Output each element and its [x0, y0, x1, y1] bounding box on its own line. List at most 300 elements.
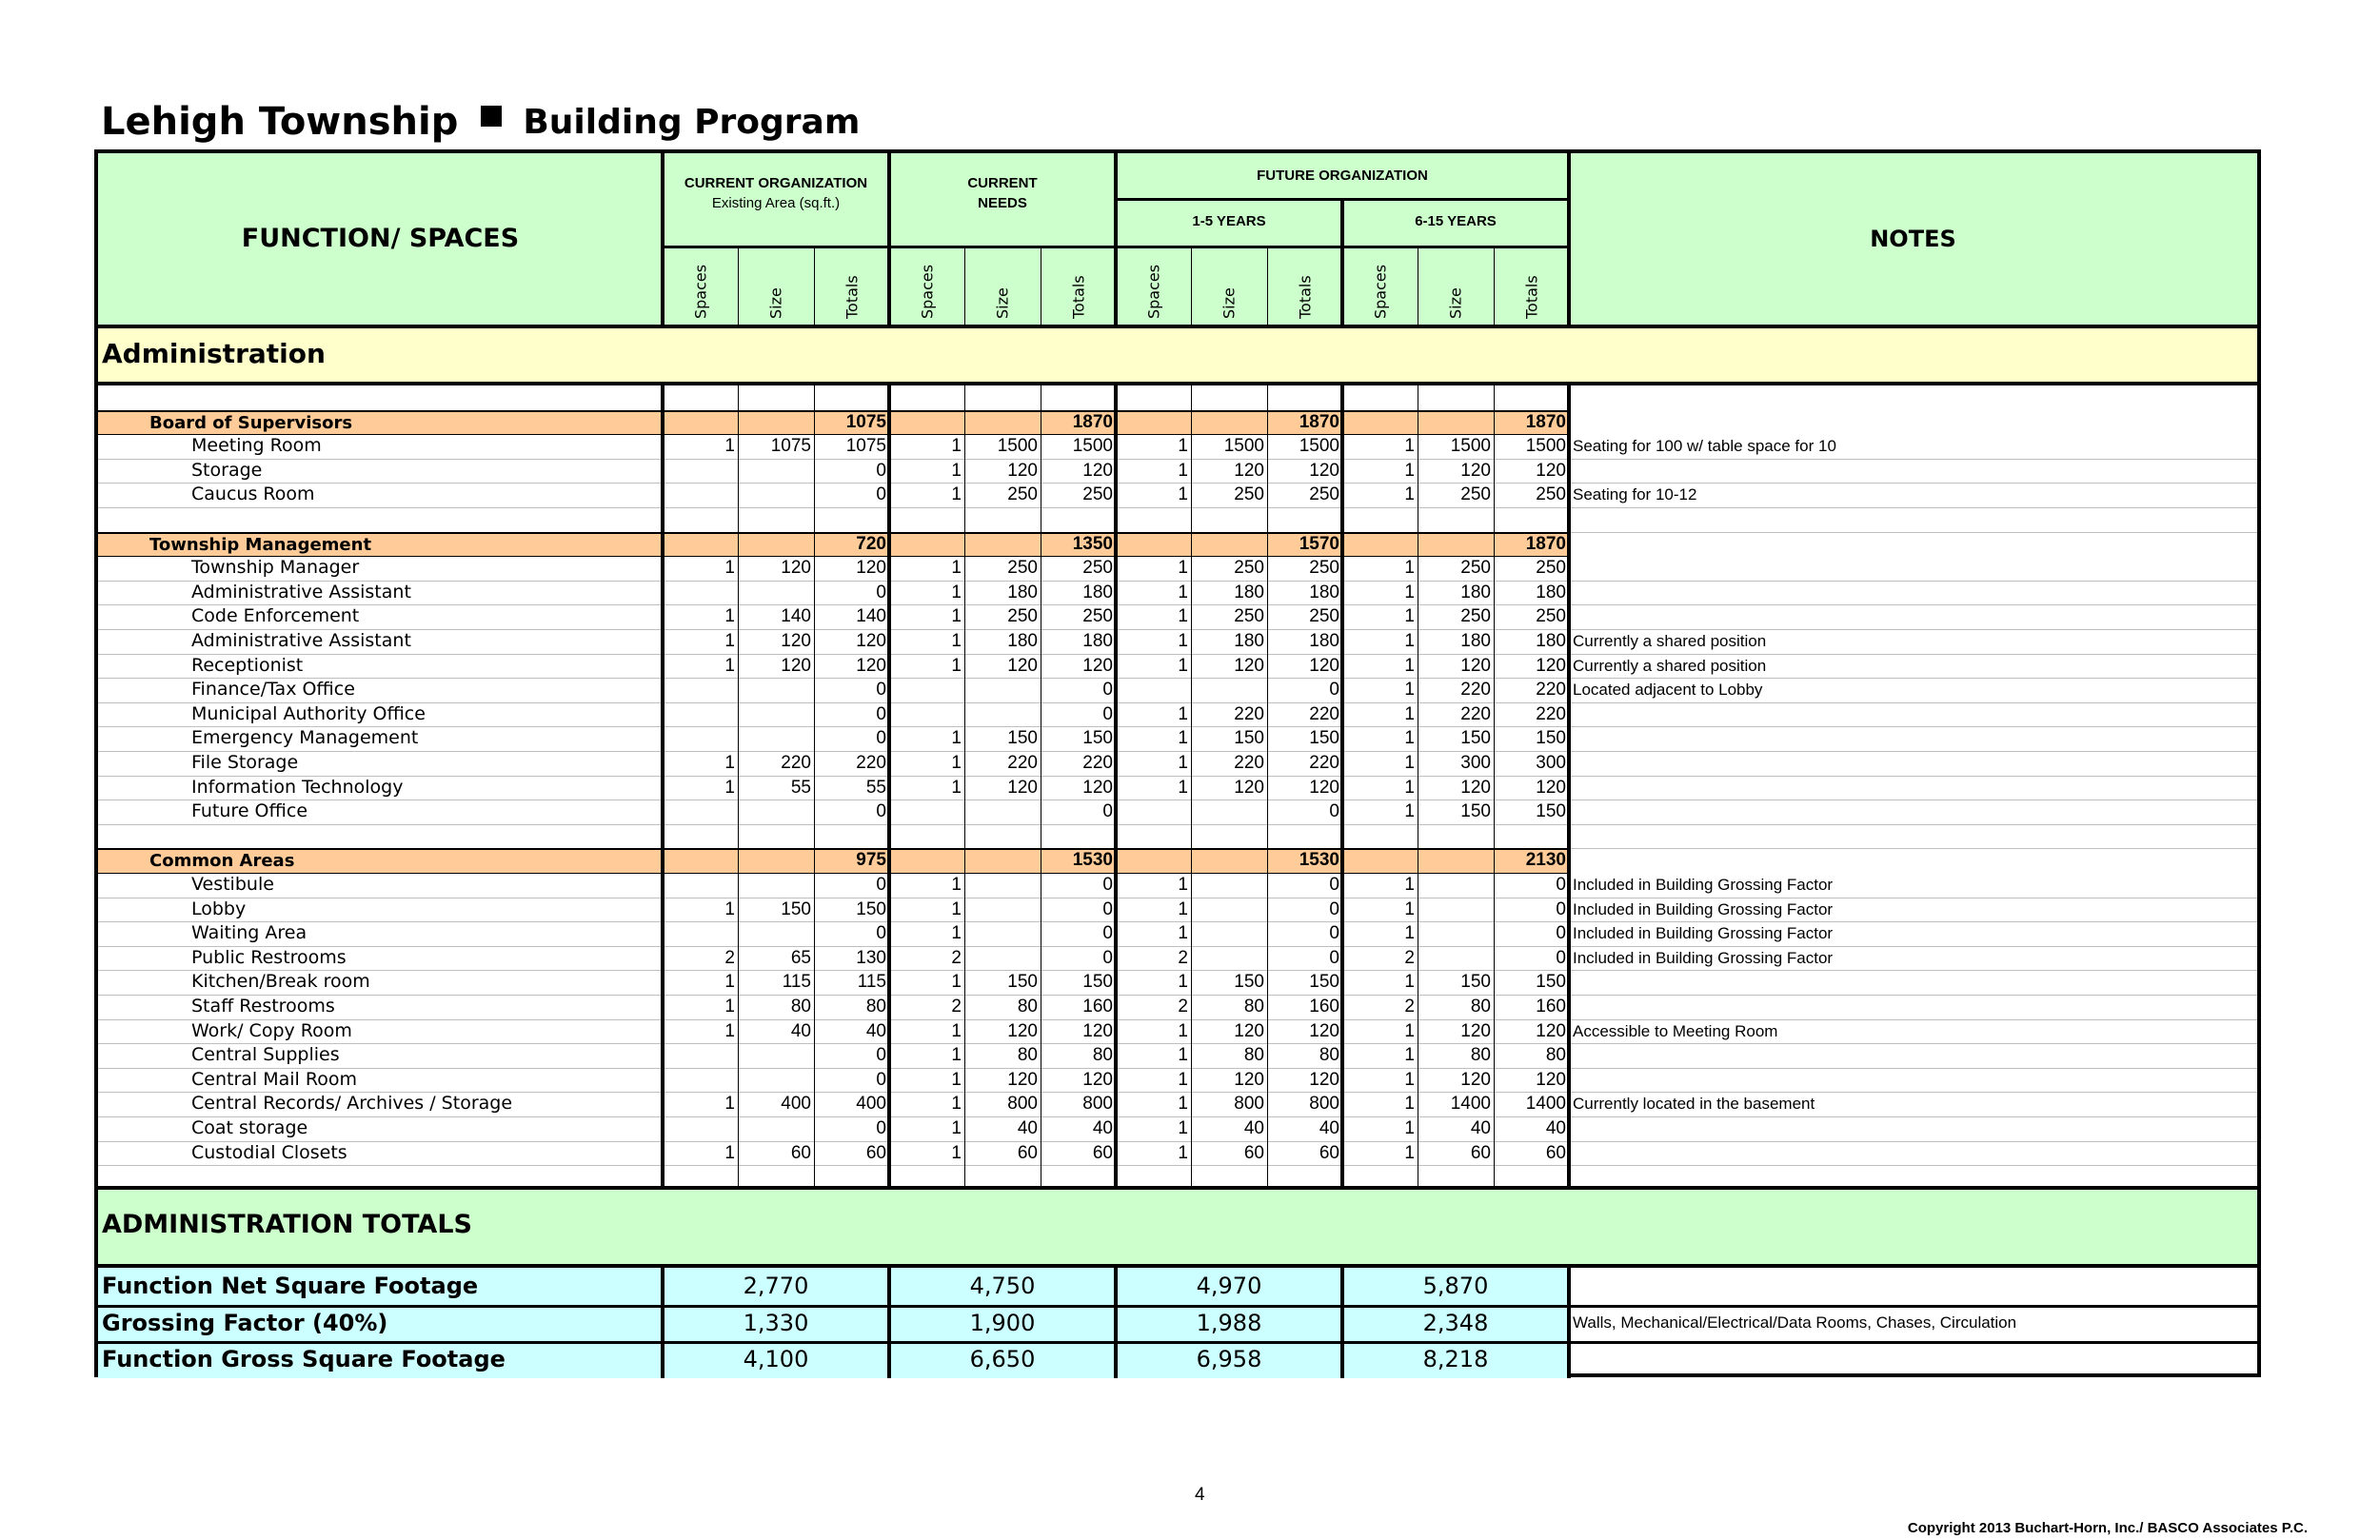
cell-value: 0 — [1102, 680, 1113, 701]
cell-value: 1 — [951, 1069, 962, 1090]
cell-value: 80 — [1243, 1045, 1264, 1066]
cell-value: 250 — [1536, 558, 1566, 579]
cell-value — [738, 483, 814, 507]
cell-value: 140 — [856, 606, 886, 627]
cell-value: 220 — [1536, 680, 1566, 701]
cell-value: 800 — [1007, 1094, 1038, 1115]
cell-value: 120 — [1007, 1069, 1038, 1090]
cell-value: 1 — [951, 558, 962, 579]
cell-value: 160 — [1082, 997, 1113, 1017]
cell-value — [738, 921, 814, 946]
column-divider — [1267, 246, 1268, 325]
cell-value: 80 — [865, 997, 886, 1017]
cell-value: 250 — [1082, 558, 1113, 579]
column-divider — [661, 153, 664, 325]
totals-value: 1,330 — [743, 1309, 809, 1336]
cell-value — [889, 678, 964, 702]
cell-value: 1 — [1404, 484, 1415, 505]
column-divider — [1191, 385, 1192, 1186]
cell-value: 120 — [1309, 460, 1339, 481]
row-note: Currently a shared position — [1573, 656, 1767, 675]
cell-value: 40 — [1243, 1118, 1264, 1138]
cell-value: 1 — [1178, 582, 1188, 602]
cell-value: 120 — [1536, 777, 1566, 798]
cell-value: 1500 — [1525, 436, 1566, 457]
cell-value: 40 — [1470, 1118, 1491, 1138]
cell-value: 80 — [1319, 1045, 1339, 1066]
section-bottom-border — [98, 382, 2257, 385]
cell-value: 800 — [1082, 1094, 1113, 1115]
cell-value: 1 — [1178, 1069, 1188, 1090]
column-divider — [1494, 385, 1495, 1186]
column-divider — [1494, 246, 1495, 325]
cell-value: 0 — [1102, 703, 1113, 724]
cell-value: 2 — [724, 947, 735, 968]
cell-value: 250 — [1007, 606, 1038, 627]
cell-value: 1 — [1178, 875, 1188, 895]
column-divider — [1340, 1268, 1344, 1378]
column-divider — [1114, 1268, 1118, 1378]
cell-value: 1 — [1178, 436, 1188, 457]
cell-value — [964, 946, 1041, 971]
cell-value: 0 — [1329, 947, 1339, 968]
cell-value — [738, 678, 814, 702]
cell-value: 120 — [781, 631, 811, 651]
cell-value — [663, 800, 738, 824]
cell-value: 1 — [951, 606, 962, 627]
cell-value: 1 — [951, 655, 962, 676]
space-name: Coat storage — [191, 1117, 308, 1138]
subheader-spaces-2 — [889, 248, 964, 325]
cell-value — [1418, 946, 1494, 971]
space-name: Staff Restrooms — [191, 996, 335, 1017]
cell-value: 120 — [1536, 1069, 1566, 1090]
space-name: Administrative Assistant — [191, 630, 411, 651]
cell-value — [738, 581, 814, 605]
cell-value — [964, 921, 1041, 946]
cell-value: 150 — [856, 898, 886, 919]
cell-value: 250 — [1082, 484, 1113, 505]
cell-value — [663, 873, 738, 898]
cell-value: 120 — [1460, 655, 1491, 676]
cell-value: 150 — [1007, 972, 1038, 993]
row-note: Accessible to Meeting Room — [1573, 1021, 1778, 1040]
cell-value — [964, 702, 1041, 727]
column-divider — [1191, 246, 1192, 325]
cell-value: 80 — [1243, 997, 1264, 1017]
space-name: Custodial Closets — [191, 1141, 347, 1163]
cell-value: 800 — [1234, 1094, 1264, 1115]
function-spaces-header: FUNCTION/ SPACES — [241, 224, 520, 253]
subheader-label: Size — [1220, 287, 1239, 319]
cell-value: 180 — [1007, 582, 1038, 602]
cell-value: 120 — [1309, 655, 1339, 676]
cell-value: 120 — [1309, 1020, 1339, 1041]
cell-value: 150 — [1536, 972, 1566, 993]
section-title: Administration — [102, 338, 326, 369]
group-total: 1530 — [1299, 850, 1339, 871]
cell-value: 0 — [1102, 875, 1113, 895]
cell-value: 160 — [1536, 997, 1566, 1017]
group-total: 1870 — [1072, 411, 1113, 432]
cell-value — [964, 800, 1041, 824]
row-note: Included in Building Grossing Factor — [1573, 899, 1834, 918]
cell-value: 1 — [1404, 582, 1415, 602]
space-name: Central Records/ Archives / Storage — [191, 1093, 513, 1115]
cell-value: 1 — [951, 898, 962, 919]
cell-value — [663, 921, 738, 946]
cell-value: 120 — [781, 655, 811, 676]
row-divider — [98, 1165, 2257, 1166]
totals-value: 2,770 — [743, 1273, 809, 1299]
cell-value: 180 — [1234, 582, 1264, 602]
cell-value — [738, 726, 814, 751]
column-divider — [1340, 385, 1344, 1186]
row-note: Currently located in the basement — [1573, 1095, 1815, 1114]
cell-value: 120 — [856, 655, 886, 676]
cell-value: 120 — [1309, 1069, 1339, 1090]
cell-value: 180 — [1082, 631, 1113, 651]
cell-value — [738, 873, 814, 898]
current-org-header: CURRENT ORGANIZATION — [684, 175, 868, 191]
totals-row-border — [98, 1305, 2257, 1308]
cell-value: 250 — [1234, 606, 1264, 627]
cell-value: 1 — [951, 728, 962, 749]
cell-value: 120 — [1082, 655, 1113, 676]
cell-value: 150 — [1082, 728, 1113, 749]
cell-value: 120 — [1234, 460, 1264, 481]
space-name: Administrative Assistant — [191, 581, 411, 602]
cell-value: 150 — [1536, 801, 1566, 822]
cell-value: 1 — [1178, 460, 1188, 481]
cell-value: 1 — [1404, 898, 1415, 919]
cell-value: 250 — [1234, 558, 1264, 579]
column-divider — [1114, 385, 1118, 1186]
cell-value: 0 — [1329, 923, 1339, 944]
cell-value: 0 — [876, 801, 886, 822]
cell-value: 120 — [1234, 1069, 1264, 1090]
cell-value: 120 — [1536, 655, 1566, 676]
cell-value: 1 — [951, 460, 962, 481]
cell-value: 180 — [1309, 582, 1339, 602]
cell-value: 120 — [1082, 1020, 1113, 1041]
cell-value — [663, 1043, 738, 1068]
cell-value: 120 — [1460, 1069, 1491, 1090]
row-note: Included in Building Grossing Factor — [1573, 924, 1834, 943]
cell-value: 60 — [1243, 1142, 1264, 1163]
totals-value: 6,958 — [1196, 1346, 1262, 1372]
totals-value: 1,900 — [969, 1309, 1036, 1336]
group-total: 720 — [856, 533, 886, 554]
cell-value: 55 — [865, 777, 886, 798]
cell-value: 1 — [724, 898, 735, 919]
cell-value: 1 — [951, 1118, 962, 1138]
cell-value — [663, 702, 738, 727]
cell-value — [663, 581, 738, 605]
cell-value — [1191, 800, 1267, 824]
cell-value: 60 — [1319, 1142, 1339, 1163]
cell-value: 250 — [1309, 484, 1339, 505]
cell-value: 40 — [1319, 1118, 1339, 1138]
totals-value: 6,650 — [969, 1346, 1036, 1372]
space-name: Caucus Room — [191, 484, 315, 505]
totals-value: 4,100 — [743, 1346, 809, 1372]
cell-value: 220 — [1460, 703, 1491, 724]
space-name: Waiting Area — [191, 922, 307, 944]
column-divider — [964, 246, 965, 325]
years-1-5-header: 1-5 YEARS — [1192, 213, 1266, 229]
cell-value: 150 — [1082, 972, 1113, 993]
cell-value: 1500 — [997, 436, 1038, 457]
cell-value: 1 — [951, 1020, 962, 1041]
cell-value: 1 — [1178, 606, 1188, 627]
cell-value: 0 — [1556, 947, 1566, 968]
cell-value: 1 — [1178, 631, 1188, 651]
space-name: Meeting Room — [191, 435, 322, 457]
cell-value: 0 — [876, 703, 886, 724]
group-total: 1870 — [1525, 533, 1566, 554]
cell-value: 2 — [1178, 947, 1188, 968]
cell-value — [738, 459, 814, 484]
cell-value: 1 — [951, 582, 962, 602]
row-note: Included in Building Grossing Factor — [1573, 948, 1834, 967]
cell-value: 120 — [1007, 777, 1038, 798]
cell-value: 1 — [1404, 923, 1415, 944]
group-total: 1570 — [1299, 533, 1339, 554]
cell-value: 1 — [1404, 703, 1415, 724]
page-number: 4 — [1195, 1485, 1205, 1505]
cell-value: 40 — [1092, 1118, 1113, 1138]
cell-value: 0 — [1329, 875, 1339, 895]
cell-value: 55 — [790, 777, 811, 798]
cell-value — [964, 898, 1041, 922]
cell-value: 1500 — [1223, 436, 1264, 457]
row-note: Seating for 10-12 — [1573, 485, 1697, 504]
cell-value: 120 — [1007, 655, 1038, 676]
square-bullet-icon — [481, 106, 502, 127]
subheader-size-2 — [964, 248, 1041, 325]
cell-value: 130 — [856, 947, 886, 968]
cell-value: 120 — [1082, 1069, 1113, 1090]
row-divider — [98, 507, 2257, 508]
cell-value: 250 — [1007, 484, 1038, 505]
cell-value: 250 — [1082, 606, 1113, 627]
cell-value: 120 — [1309, 777, 1339, 798]
subheader-totals-4 — [1494, 248, 1569, 325]
cell-value: 0 — [1556, 923, 1566, 944]
cell-value: 0 — [1329, 801, 1339, 822]
cell-value: 220 — [1234, 753, 1264, 773]
cell-value: 2 — [951, 947, 962, 968]
section-band — [98, 328, 2257, 382]
cell-value: 1 — [1404, 1020, 1415, 1041]
totals-title: ADMINISTRATION TOTALS — [102, 1210, 472, 1239]
cell-value: 80 — [1017, 997, 1038, 1017]
cell-value: 140 — [781, 606, 811, 627]
cell-value: 220 — [1007, 753, 1038, 773]
totals-value: 8,218 — [1422, 1346, 1489, 1372]
totals-row-label: Grossing Factor (40%) — [102, 1309, 388, 1336]
cell-value: 1 — [1178, 655, 1188, 676]
cell-value: 1 — [724, 1094, 735, 1115]
cell-value: 1 — [724, 997, 735, 1017]
cell-value: 1 — [724, 558, 735, 579]
cell-value: 0 — [876, 1045, 886, 1066]
cell-value: 120 — [1460, 1020, 1491, 1041]
cell-value: 0 — [876, 728, 886, 749]
subheader-size-3 — [1191, 248, 1267, 325]
column-divider — [887, 1268, 891, 1378]
cell-value: 80 — [790, 997, 811, 1017]
cell-value: 250 — [1460, 484, 1491, 505]
column-divider — [814, 246, 815, 325]
cell-value: 220 — [1234, 703, 1264, 724]
cell-value: 60 — [1092, 1142, 1113, 1163]
cell-value: 80 — [1470, 997, 1491, 1017]
cell-value: 1 — [1178, 923, 1188, 944]
cell-value: 250 — [1309, 606, 1339, 627]
group-name: Township Management — [149, 534, 372, 555]
cell-value: 250 — [1536, 606, 1566, 627]
subheader-spaces-4 — [1342, 248, 1418, 325]
cell-value: 220 — [1082, 753, 1113, 773]
cell-value — [663, 483, 738, 507]
cell-value: 1 — [1404, 1118, 1415, 1138]
subheader-label: Totals — [1069, 275, 1087, 319]
cell-value: 1 — [1404, 655, 1415, 676]
subheader-spaces-1 — [663, 248, 738, 325]
cell-value: 150 — [1460, 972, 1491, 993]
cell-value — [738, 1043, 814, 1068]
row-divider — [98, 532, 1569, 534]
cell-value: 250 — [1007, 558, 1038, 579]
subheader-label: Totals — [843, 275, 861, 319]
cell-value: 1 — [1404, 875, 1415, 895]
current-needs-header: CURRENT — [967, 175, 1038, 191]
cell-value: 60 — [1470, 1142, 1491, 1163]
cell-value: 1 — [724, 777, 735, 798]
cell-value: 1 — [1178, 1094, 1188, 1115]
row-note: Located adjacent to Lobby — [1573, 681, 1763, 700]
cell-value: 0 — [1102, 923, 1113, 944]
cell-value: 0 — [876, 1069, 886, 1090]
cell-value — [1191, 921, 1267, 946]
cell-value: 1500 — [1299, 436, 1339, 457]
cell-value: 1 — [1178, 728, 1188, 749]
cell-value: 2 — [1404, 997, 1415, 1017]
group-name: Board of Supervisors — [149, 412, 353, 433]
subheader-totals-2 — [1041, 248, 1116, 325]
title-main: Lehigh Township — [101, 100, 459, 144]
cell-value: 1 — [1178, 703, 1188, 724]
current-org-subheader: Existing Area (sq.ft.) — [711, 195, 841, 211]
cell-value: 300 — [1460, 753, 1491, 773]
cell-value — [1116, 800, 1191, 824]
title-subtitle: Building Program — [523, 102, 861, 142]
subheader-size-4 — [1418, 248, 1494, 325]
cell-value: 1 — [1178, 1118, 1188, 1138]
column-divider — [661, 1268, 664, 1378]
cell-value: 1 — [724, 753, 735, 773]
cell-value: 2 — [951, 997, 962, 1017]
cell-value: 60 — [1017, 1142, 1038, 1163]
cell-value: 1 — [1404, 972, 1415, 993]
cell-value: 1 — [951, 484, 962, 505]
cell-value: 1 — [951, 923, 962, 944]
cell-value: 220 — [781, 753, 811, 773]
column-divider — [887, 153, 891, 325]
cell-value: 220 — [856, 753, 886, 773]
totals-value: 4,750 — [969, 1273, 1036, 1299]
cell-value: 1 — [951, 1045, 962, 1066]
cell-value: 1075 — [770, 436, 811, 457]
cell-value: 1 — [1404, 631, 1415, 651]
cell-value: 120 — [1234, 1020, 1264, 1041]
current-needs-header-2: NEEDS — [978, 195, 1027, 211]
cell-value — [663, 1116, 738, 1141]
cell-value: 1 — [1178, 1020, 1188, 1041]
totals-value: 1,988 — [1196, 1309, 1262, 1336]
cell-value: 180 — [1082, 582, 1113, 602]
cell-value: 0 — [876, 875, 886, 895]
space-name: Storage — [191, 459, 263, 481]
subheader-size-1 — [738, 248, 814, 325]
cell-value: 120 — [1536, 1020, 1566, 1041]
cell-value: 80 — [1545, 1045, 1566, 1066]
notes-header: NOTES — [1870, 226, 1956, 252]
copyright: Copyright 2013 Buchart-Horn, Inc./ BASCO Associates P.C. — [1907, 1520, 2308, 1536]
cell-value: 180 — [1007, 631, 1038, 651]
cell-value: 1400 — [1450, 1094, 1491, 1115]
row-divider — [98, 824, 2257, 825]
cell-value: 1 — [951, 875, 962, 895]
cell-value: 150 — [1007, 728, 1038, 749]
cell-value: 40 — [865, 1020, 886, 1041]
cell-value: 80 — [1092, 1045, 1113, 1066]
cell-value: 0 — [1329, 680, 1339, 701]
group-total: 1870 — [1525, 411, 1566, 432]
cell-value: 1 — [1178, 972, 1188, 993]
cell-value: 1 — [951, 1094, 962, 1115]
cell-value: 60 — [1545, 1142, 1566, 1163]
space-name: Code Enforcement — [191, 605, 360, 627]
space-name: Central Mail Room — [191, 1068, 357, 1090]
cell-value: 0 — [1102, 801, 1113, 822]
cell-value: 120 — [856, 631, 886, 651]
cell-value: 180 — [1460, 631, 1491, 651]
cell-value: 150 — [1234, 972, 1264, 993]
cell-value: 1 — [1404, 558, 1415, 579]
space-name: Kitchen/Break room — [191, 971, 370, 993]
space-name: Central Supplies — [191, 1044, 340, 1066]
totals-row-border — [98, 1341, 2257, 1344]
subheader-spaces-3 — [1116, 248, 1191, 325]
cell-value: 40 — [1545, 1118, 1566, 1138]
cell-value: 1 — [1404, 801, 1415, 822]
cell-value: 120 — [1234, 655, 1264, 676]
cell-value: 1075 — [845, 436, 886, 457]
space-name: Vestibule — [191, 874, 274, 895]
cell-value: 80 — [1017, 1045, 1038, 1066]
cell-value: 1 — [1178, 1045, 1188, 1066]
cell-value — [663, 459, 738, 484]
row-note: Included in Building Grossing Factor — [1573, 876, 1834, 894]
totals-row-label: Function Net Square Footage — [102, 1273, 479, 1299]
cell-value: 160 — [1309, 997, 1339, 1017]
cell-value: 250 — [1460, 606, 1491, 627]
cell-value: 1 — [1404, 753, 1415, 773]
totals-value: 2,348 — [1422, 1309, 1489, 1336]
